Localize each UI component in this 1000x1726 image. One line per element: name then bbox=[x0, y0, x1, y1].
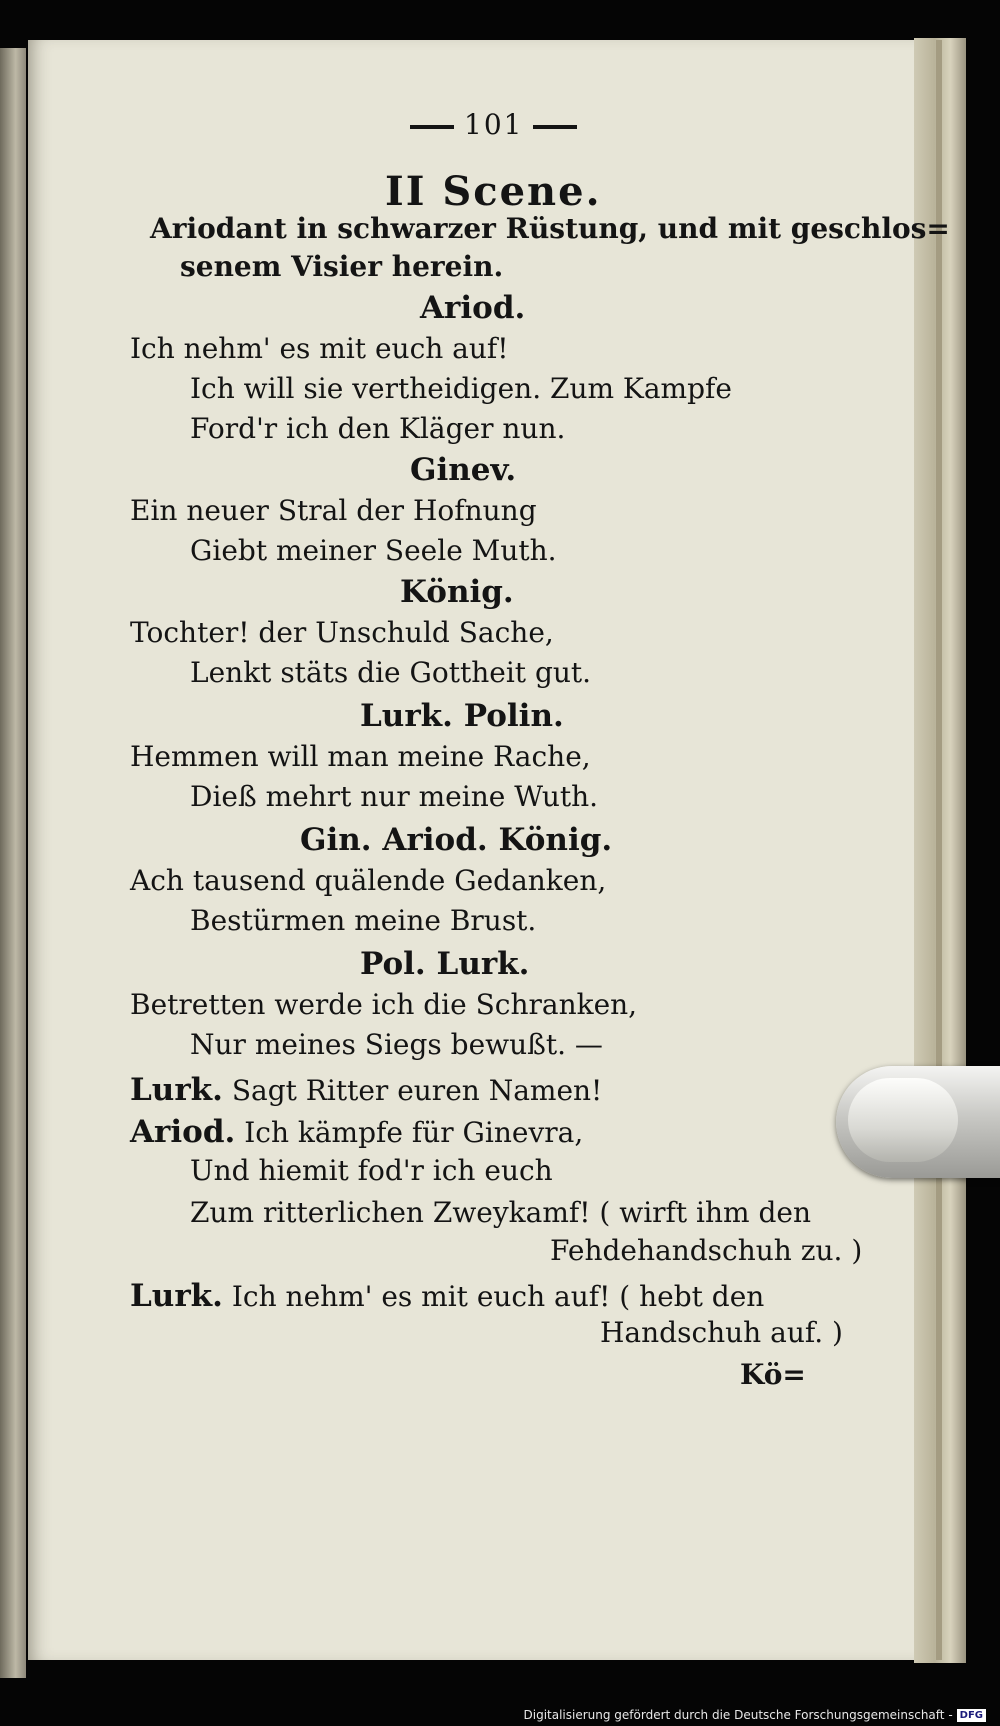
clip-highlight bbox=[848, 1078, 958, 1162]
verse-line: Ich nehm' es mit euch auf! bbox=[130, 332, 509, 365]
page-number: 101 bbox=[400, 108, 587, 141]
credit-text: Digitalisierung gefördert durch die Deutsche Forschungsgemeinschaft - bbox=[523, 1708, 953, 1722]
verse-line: Dieß mehrt nur meine Wuth. bbox=[190, 780, 599, 813]
dash-left bbox=[410, 125, 454, 129]
verse-line: Ach tausend quälende Gedanken, bbox=[130, 864, 607, 897]
verse-line: Und hiemit fod'r ich euch bbox=[190, 1154, 553, 1187]
stage-direction-line-1: Ariodant in schwarzer Rüstung, und mit geschlos= bbox=[150, 212, 950, 245]
dialog-speaker: Lurk. bbox=[130, 1072, 223, 1108]
digitization-credit bbox=[524, 1708, 987, 1722]
dialog-text: Ich kämpfe für Ginevra, bbox=[244, 1116, 584, 1149]
dialog-line bbox=[130, 1278, 764, 1314]
verse-line: Zum ritterlichen Zweykamf! ( wirft ihm den bbox=[190, 1196, 812, 1229]
dialog-line bbox=[130, 1114, 583, 1150]
page-holder-clip bbox=[836, 1066, 1000, 1178]
verse-line: Ich will sie vertheidigen. Zum Kampfe bbox=[190, 372, 732, 405]
speaker-heading: Pol. Lurk. bbox=[360, 946, 530, 982]
dialog-line bbox=[130, 1072, 602, 1108]
stage-direction-line-2: senem Visier herein. bbox=[180, 250, 504, 283]
page-stack-shadow bbox=[936, 40, 942, 1660]
dialog-speaker: Lurk. bbox=[130, 1278, 223, 1314]
dfg-logo: DFG bbox=[957, 1709, 986, 1722]
scene-title: II Scene. bbox=[385, 168, 602, 215]
verse-line: Giebt meiner Seele Muth. bbox=[190, 534, 557, 567]
speaker-heading: Gin. Ariod. König. bbox=[300, 822, 613, 858]
verse-line: Hemmen will man meine Rache, bbox=[130, 740, 591, 773]
speaker-heading: König. bbox=[400, 574, 514, 610]
dialog-text: Ich nehm' es mit euch auf! ( hebt den bbox=[231, 1280, 765, 1313]
verse-line: Ford'r ich den Kläger nun. bbox=[190, 412, 566, 445]
dialog-speaker: Ariod. bbox=[130, 1114, 236, 1150]
verse-line: Tochter! der Unschuld Sache, bbox=[130, 616, 554, 649]
verse-line: Betretten werde ich die Schranken, bbox=[130, 988, 638, 1021]
speaker-heading: Ginev. bbox=[410, 452, 517, 488]
verse-line: Ein neuer Stral der Hofnung bbox=[130, 494, 537, 527]
verse-line: Lenkt stäts die Gottheit gut. bbox=[190, 656, 592, 689]
verse-line: Nur meines Siegs bewußt. — bbox=[190, 1028, 603, 1061]
dash-right bbox=[533, 125, 577, 129]
speaker-heading: Ariod. bbox=[420, 290, 526, 326]
speaker-heading: Lurk. Polin. bbox=[360, 698, 564, 734]
verse-line: Handschuh auf. ) bbox=[600, 1316, 843, 1349]
dialog-text: Sagt Ritter euren Namen! bbox=[231, 1074, 603, 1107]
verse-line: Fehdehandschuh zu. ) bbox=[550, 1234, 863, 1267]
facing-page-edge bbox=[0, 48, 26, 1678]
catchword: Kö= bbox=[740, 1358, 806, 1391]
verse-line: Bestürmen meine Brust. bbox=[190, 904, 537, 937]
